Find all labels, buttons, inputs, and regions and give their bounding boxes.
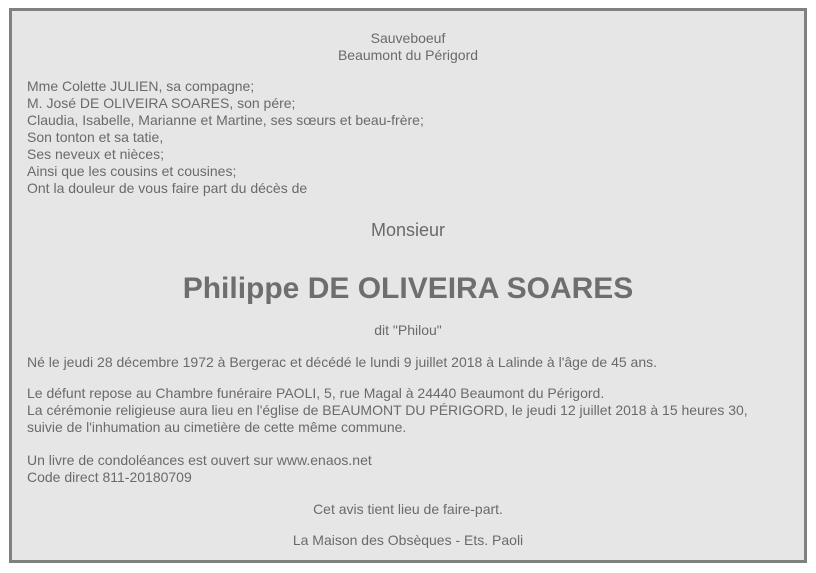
family-line: M. José DE OLIVEIRA SOARES, son pére; xyxy=(27,95,296,111)
ceremony-line: La cérémonie religieuse aura lieu en l'église de BEAUMONT DU PÉRIGORD, le jeudi 12 juillet 2018 à 15 heures 30, xyxy=(27,402,748,418)
family-line: Mme Colette JULIEN, sa compagne; xyxy=(27,78,255,94)
town-name: Sauveboeuf xyxy=(370,30,446,46)
family-line: Ainsi que les cousins et cousines; xyxy=(27,163,237,179)
family-line: Ses neveux et nièces; xyxy=(27,146,164,162)
direct-code-line: Code direct 811-20180709 xyxy=(27,469,192,485)
deceased-name: Philippe DE OLIVEIRA SOARES xyxy=(182,272,634,305)
burial-line: suivie de l'inhumation au cimetière de cette même commune. xyxy=(27,419,407,435)
birth-death-info: Né le jeudi 28 décembre 1972 à Bergerac et décédé le lundi 9 juillet 2018 à Lalinde à l'âge de 45 ans. xyxy=(27,354,658,370)
deceased-title: Monsieur xyxy=(370,220,446,240)
family-line: Ont la douleur de vous faire part du décès de xyxy=(27,180,308,196)
condolences-info xyxy=(27,452,784,486)
repose-line: Le défunt repose au Chambre funéraire PAOLI, 5, rue Magal à 24440 Beaumont du Périgord. xyxy=(27,385,605,401)
family-announcement xyxy=(27,78,784,197)
deceased-nickname: dit "Philou" xyxy=(374,322,442,338)
family-line: Claudia, Isabelle, Marianne et Martine, ses sœurs et beau-frère; xyxy=(27,112,424,128)
location-header xyxy=(12,30,804,64)
ceremony-info xyxy=(27,385,784,436)
condolences-line: Un livre de condoléances est ouvert sur www.enaos.net xyxy=(27,452,372,468)
notice-text: Cet avis tient lieu de faire-part. xyxy=(313,501,503,517)
family-line: Son tonton et sa tatie, xyxy=(27,129,164,145)
funeral-home-name: La Maison des Obsèques - Ets. Paoli xyxy=(292,532,524,548)
obituary-notice xyxy=(9,8,807,563)
locality-name: Beaumont du Périgord xyxy=(337,47,479,63)
